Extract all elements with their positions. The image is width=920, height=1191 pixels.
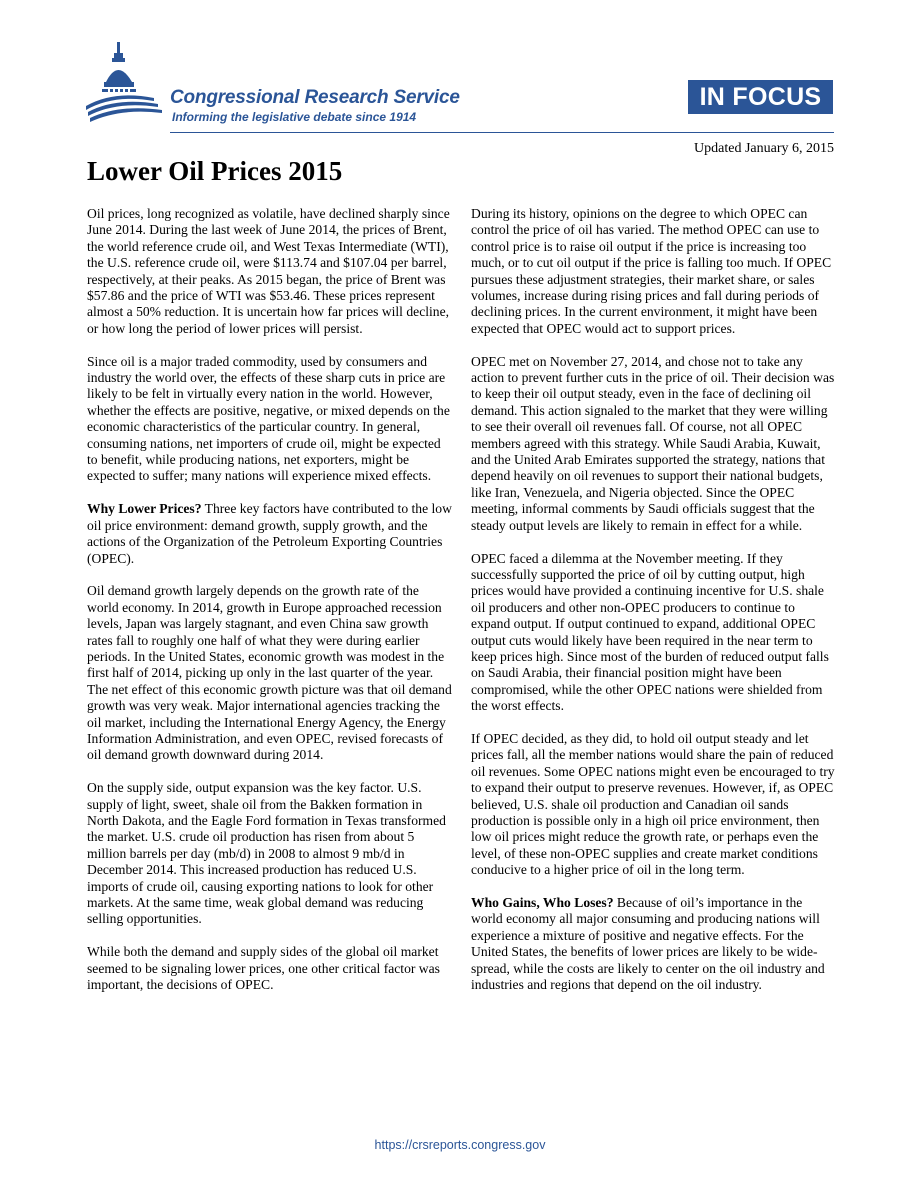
- paragraph: Oil prices, long recognized as volatile, have declined sharply since June 2014. During the last week of June 2014, the prices of Brent, the world reference crude oil, and West Texas Intermediate (WTI), the U.S. reference crude oil, were $113.74 and $107.04 per barrel, respectively, at their peaks. As 2015 began, the price of Brent was $57.86 and the price of WTI was $53.46. These prices represent almost a 50% reduction. It is uncertain how far prices will decline, or how long the period of lower prices will persist.: [87, 206, 450, 336]
- footer-link[interactable]: https://crsreports.congress.gov: [374, 1138, 546, 1152]
- section-heading: Why Lower Prices?: [87, 501, 202, 517]
- updated-date: Updated January 6, 2015: [694, 141, 834, 156]
- brand-tagline: Informing the legislative debate since 1914: [172, 110, 417, 124]
- paragraph: On the supply side, output expansion was the key factor. U.S. supply of light, sweet, shale oil from the Bakken formation in North Dakota, and the Eagle Ford formation in Texas transformed the market. U.S. crude oil production has risen from about 5 million barrels per day (mb/d) in 2008 to almost 9 mb/d in December 2014. This increased production has reduced U.S. imports of crude oil, causing exporting nations to look for other markets. At the same time, weak global demand was reducing selling opportunities.: [87, 780, 446, 927]
- paragraph: If OPEC decided, as they did, to hold oil output steady and let prices fall, all the member nations would share the pain of reduced oil revenues. Some OPEC nations might even be encouraged to try to expand their output to preserve revenues. However, if, as OPEC believed, U.S. shale oil production and Canadian oil sands production is possible only in a high oil price environment, then low oil prices might reduce the growth rate, or perhaps even the level, of these non-OPEC supplies and create market conditions conducive to a higher price of oil in the long term.: [471, 730, 835, 878]
- right-column: [471, 206, 835, 993]
- in-focus-badge: IN FOCUS: [688, 80, 833, 114]
- capitol-dome-logo: [84, 40, 176, 128]
- header-divider: [170, 132, 834, 133]
- section-heading: Who Gains, Who Loses?: [471, 895, 614, 910]
- paragraph: While both the demand and supply sides of the global oil market seemed to be signaling lower prices, one other critical factor was important, the decisions of OPEC.: [87, 944, 440, 993]
- paragraph: OPEC met on November 27, 2014, and chose not to take any action to prevent further cuts in the price of oil. Their decision was to keep their oil output steady, even in the face of declining oil demand. This action signaled to the market that they were willing to see their overall oil revenues fall. Of course, not all OPEC members agreed with this strategy. While Saudi Arabia, Kuwait, and the United Arab Emirates supported the strategy, nations that depend heavily on oil revenues to support their national budgets, like Iran, Venezuela, and Nigeria objected. Since the OPEC meeting, informal comments by Saudi officials suggest that the steady output levels are likely to remain in effect for a while.: [471, 353, 835, 533]
- left-column: [87, 206, 453, 993]
- paragraph: Oil demand growth largely depends on the growth rate of the world economy. In 2014, growth in Europe approached recession levels, Japan was largely stagnant, and even China saw growth rates fall to roughly one half of what they were during earlier periods. In the United States, economic growth was modest in the first half of 2014, picking up only in the last quarter of the year. The net effect of this economic growth picture was that oil demand growth was very weak. Major international agencies tracking the oil market, including the International Energy Agency, the Energy Information Administration, and even OPEC, revised forecasts of oil demand growth downward during 2014.: [87, 583, 452, 763]
- page-title: Lower Oil Prices 2015: [87, 156, 343, 186]
- brand-name: Congressional Research Service: [170, 87, 460, 108]
- paragraph: Why Lower Prices? Three key factors have contributed to the low oil price environment: demand growth, supply growth, and the actions of the Organization of the Petroleum Exporting Countries (OPEC).: [87, 501, 452, 566]
- paragraph: OPEC faced a dilemma at the November meeting. If they successfully supported the price of oil by cutting output, high prices would have provided a continuing incentive for U.S. shale oil producers and other non-OPEC producers to continue to expand output. If output continued to expand, additional OPEC output cuts would likely have been required in the near term to keep prices high. Since most of the burden of reduced output falls on Saudi Arabia, their financial position might have been compromised, while the other OPEC nations were shielded from the worst effects.: [471, 550, 829, 714]
- paragraph: Who Gains, Who Loses? Because of oil’s importance in the world economy all major consuming and producing nations will experience a mixture of positive and negative effects. For the United States, the benefits of lower prices are likely to be wide-spread, while the costs are likely to center on the oil industry and industries and regions that depend on the oil industry.: [471, 895, 825, 993]
- paragraph: Since oil is a major traded commodity, used by consumers and industry the world over, the effects of these sharp cuts in price are likely to be felt in virtually every nation in the world. However, whether the effects are positive, negative, or mixed depends on the economic characteristics of the particular country. In general, consuming nations, net importers of crude oil, might be expected to benefit, while producing nations, net exporters, might be expected to suffer; many nations will experience mixed effects.: [87, 353, 450, 484]
- paragraph: During its history, opinions on the degree to which OPEC can control the price of oil has varied. The method OPEC can use to control price is to raise oil output if the price is increasing too much, or to cut oil output if the price is falling too much. If OPEC pursues these adjustment strategies, their market share, or sales volumes, increase during rising prices and fall during periods of declining prices. In the current environment, it might have been expected that OPEC would act to support prices.: [471, 206, 832, 336]
